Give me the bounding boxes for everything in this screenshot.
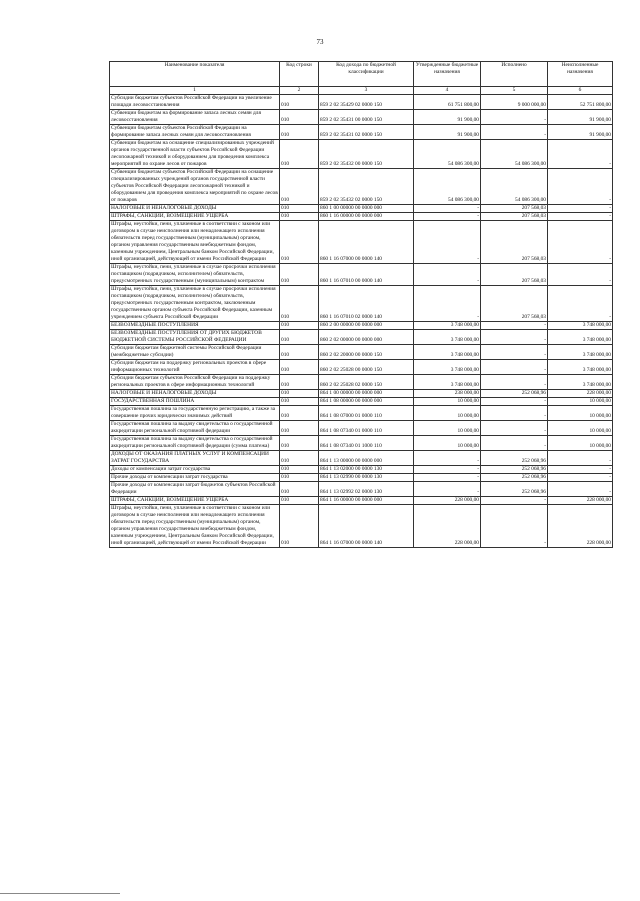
row-executed: - [481, 497, 548, 505]
header-approved: Утвержденные бюджетные назначения [414, 62, 481, 87]
row-budget-code: 864 1 13 02990 00 0000 130 [319, 474, 414, 482]
row-name: ДОХОДЫ ОТ ОКАЗАНИЯ ПЛАТНЫХ УСЛУГ И КОМПЕНСАЦИИ ЗАТРАТ ГОСУДАРСТВА [110, 451, 280, 466]
table-row [110, 95, 613, 110]
table-row [110, 390, 613, 398]
row-budget-code: 864 1 08 00000 00 0000 000 [319, 398, 414, 406]
row-budget-code: 860 2 02 25028 00 0000 150 [319, 360, 414, 375]
row-budget-code: 859 2 02 35431 02 0000 150 [319, 125, 414, 140]
table-row [110, 451, 613, 466]
row-budget-code: 864 1 16 07000 00 0000 140 [319, 505, 414, 548]
row-name: Штрафы, неустойки, пени, уплаченные в случае просрочки исполнения поставщиком (подрядчиком, исполнителем) обязательств, предусмотренных государственным (муниципальным) контрактом [110, 264, 280, 286]
row-name: ШТРАФЫ, САНКЦИИ, ВОЗМЕЩЕНИЕ УЩЕРБА [110, 213, 280, 221]
row-unexecuted: - [548, 264, 613, 286]
row-unexecuted: 3 748 000,00 [548, 360, 613, 375]
row-code: 010 [280, 322, 319, 330]
row-unexecuted: 10 000,00 [548, 421, 613, 436]
row-name: БЕЗВОЗМЕЗДНЫЕ ПОСТУПЛЕНИЯ ОТ ДРУГИХ БЮДЖЕТОВ БЮДЖЕТНОЙ СИСТЕМЫ РОССИЙСКОЙ ФЕДЕРАЦИИ [110, 330, 280, 345]
row-executed: 207 568,03 [481, 221, 548, 264]
column-index: 3 [319, 87, 414, 95]
row-budget-code: 859 2 02 35432 02 0000 150 [319, 169, 414, 205]
row-executed: 54 086 300,00 [481, 169, 548, 205]
row-code: 010 [280, 264, 319, 286]
row-approved: 54 086 300,00 [414, 169, 481, 205]
row-budget-code: 860 1 16 07010 02 0000 140 [319, 286, 414, 322]
row-budget-code: 859 2 02 35429 02 0000 150 [319, 95, 414, 110]
row-name: Субсидии бюджетам субъектов Российской Федерации на увеличение площади лесовосстановления [110, 95, 280, 110]
row-budget-code: 860 2 02 00000 00 0000 000 [319, 330, 414, 345]
table-row [110, 322, 613, 330]
income-report-table [109, 61, 613, 548]
row-code: 010 [280, 125, 319, 140]
table-row [110, 205, 613, 213]
row-name: Субвенции бюджетам субъектов Российской Федерации на формирование запаса лесных семян для лесовосстановления [110, 125, 280, 140]
row-approved: 10 000,00 [414, 398, 481, 406]
row-unexecuted: 52 751 800,00 [548, 95, 613, 110]
row-unexecuted: 228 000,00 [548, 505, 613, 548]
row-code: 010 [280, 286, 319, 322]
column-index: 1 [110, 87, 280, 95]
row-name: Субсидии бюджетам субъектов Российской Федерации на поддержку региональных проектов в сфере информационных технологий [110, 375, 280, 390]
row-budget-code: 864 1 13 02992 02 0000 130 [319, 482, 414, 497]
row-unexecuted: - [548, 221, 613, 264]
table-row [110, 221, 613, 264]
table-row [110, 264, 613, 286]
row-executed: 207 568,03 [481, 264, 548, 286]
row-unexecuted: 3 748 000,00 [548, 330, 613, 345]
table-row [110, 375, 613, 390]
row-budget-code: 860 2 02 25028 02 0000 150 [319, 375, 414, 390]
row-approved: 91 900,00 [414, 110, 481, 125]
row-code: 010 [280, 140, 319, 169]
page-number: 73 [316, 38, 324, 46]
row-executed: 207 568,03 [481, 286, 548, 322]
column-index-row [110, 87, 613, 95]
row-name: Штрафы, неустойки, пени, уплаченные в соответствии с законом или договором в случае неисполнения или ненадлежащего исполнения обязательств перед государственным (муниципальным) органом, органом управления государственным внебюджетным фондом, казенным учреждением, Центральным банком Российской Федерации, иной организацией, действующей от имени Российской Федерации [110, 505, 280, 548]
row-budget-code: 864 1 13 00000 00 0000 000 [319, 451, 414, 466]
row-name: Штрафы, неустойки, пени, уплаченные в случае просрочки исполнения поставщиком (подрядчиком, исполнителем) обязательств, предусмотренных государственным контрактом, заключенным государственным органом субъекта Российской Федерации, казенным учреждением субъекта Российской Федерации [110, 286, 280, 322]
row-code: 010 [280, 390, 319, 398]
table-row [110, 474, 613, 482]
row-budget-code: 860 2 00 00000 00 0000 000 [319, 322, 414, 330]
row-executed: - [481, 125, 548, 140]
row-code: 010 [280, 345, 319, 360]
row-unexecuted: - [548, 286, 613, 322]
row-budget-code: 864 1 16 00000 00 0000 000 [319, 497, 414, 505]
row-budget-code: 864 1 08 07000 01 0000 110 [319, 406, 414, 421]
row-budget-code: 859 2 02 35432 00 0000 150 [319, 140, 414, 169]
row-name: Субвенции бюджетам на формирование запаса лесных семян для лесовосстановления [110, 110, 280, 125]
row-code: 010 [280, 330, 319, 345]
row-budget-code: 864 1 00 00000 00 0000 000 [319, 390, 414, 398]
row-executed: - [481, 421, 548, 436]
row-unexecuted: 228 000,00 [548, 497, 613, 505]
row-name: ШТРАФЫ, САНКЦИИ, ВОЗМЕЩЕНИЕ УЩЕРБА [110, 497, 280, 505]
row-approved: - [414, 213, 481, 221]
table-row [110, 505, 613, 548]
row-executed: - [481, 330, 548, 345]
row-unexecuted: 10 000,00 [548, 436, 613, 451]
row-code: 010 [280, 360, 319, 375]
header-code: Код строки [280, 62, 319, 87]
row-unexecuted: - [548, 451, 613, 466]
row-code: 010 [280, 375, 319, 390]
row-code: 010 [280, 466, 319, 474]
table-row [110, 140, 613, 169]
row-executed: - [481, 398, 548, 406]
row-name: НАЛОГОВЫЕ И НЕНАЛОГОВЫЕ ДОХОДЫ [110, 390, 280, 398]
row-executed: - [481, 406, 548, 421]
row-approved: 3 748 000,00 [414, 345, 481, 360]
table-row [110, 169, 613, 205]
row-approved: - [414, 482, 481, 497]
row-executed: 252 068,96 [481, 466, 548, 474]
footer-divider [0, 893, 120, 894]
row-name: Государственная пошлина за выдачу свидетельства о государственной аккредитации региональной спортивной федерации [110, 421, 280, 436]
table-row [110, 330, 613, 345]
column-index: 4 [414, 87, 481, 95]
row-name: Субвенции бюджетам на оснащение специализированных учреждений органов государственной власти субъектов Российской Федерации лесопожарной техникой и оборудованием для проведения комплекса мероприятий по охране лесов от пожаров [110, 140, 280, 169]
row-executed: - [481, 345, 548, 360]
row-code: 010 [280, 497, 319, 505]
row-unexecuted: 10 000,00 [548, 398, 613, 406]
table-row [110, 436, 613, 451]
row-executed: - [481, 322, 548, 330]
row-unexecuted: 228 000,00 [548, 390, 613, 398]
row-approved: 3 748 000,00 [414, 322, 481, 330]
row-approved: 228 000,00 [414, 497, 481, 505]
row-approved: 10 000,00 [414, 436, 481, 451]
row-code: 010 [280, 451, 319, 466]
row-executed: - [481, 360, 548, 375]
row-executed: 9 000 000,00 [481, 95, 548, 110]
row-unexecuted: - [548, 140, 613, 169]
row-name: Штрафы, неустойки, пени, уплаченные в соответствии с законом или договором в случае неисполнения или ненадлежащего исполнения обязательств перед государственным (муниципальным) органом, органом управления государственным внебюджетным фондом, казенным учреждением, Центральным банком Российской Федерации, иной организацией, действующей от имени Российской Федерации [110, 221, 280, 264]
header-row [110, 62, 613, 87]
row-executed: 252 068,96 [481, 474, 548, 482]
row-name: БЕЗВОЗМЕЗДНЫЕ ПОСТУПЛЕНИЯ [110, 322, 280, 330]
row-approved: 61 751 800,00 [414, 95, 481, 110]
table-row [110, 406, 613, 421]
row-approved: - [414, 264, 481, 286]
row-name: Субвенции бюджетам субъектов Российской Федерации на оснащение специализированных учреждений органов государственной власти субъектов Российской Федерации лесопожарной техникой и оборудованием для проведения комплекса мероприятий по охране лесов от пожаров [111, 169, 278, 203]
row-name: Прочие доходы от компенсации затрат бюджетов субъектов Российской Федерации [110, 482, 280, 497]
row-approved: 10 000,00 [414, 406, 481, 421]
row-executed: 207 568,03 [481, 213, 548, 221]
row-unexecuted: - [548, 205, 613, 213]
table-row [110, 125, 613, 140]
row-executed: 252 068,96 [481, 390, 548, 398]
table-row [110, 286, 613, 322]
row-unexecuted: - [548, 213, 613, 221]
row-executed: 207 568,03 [481, 205, 548, 213]
table-row [110, 466, 613, 474]
row-approved: 3 748 000,00 [414, 330, 481, 345]
row-approved: 228 000,00 [414, 505, 481, 548]
row-executed: - [481, 110, 548, 125]
row-code: 010 [280, 505, 319, 548]
row-name: Прочие доходы от компенсации затрат государства [110, 474, 280, 482]
row-approved: 238 000,00 [414, 390, 481, 398]
header-executed: Исполнено [481, 62, 548, 87]
row-name: Государственная пошлина за государственную регистрацию, а также за совершение прочих юридически значимых действий [110, 406, 280, 421]
row-budget-code: 864 1 08 07340 01 0000 110 [319, 421, 414, 436]
row-budget-code: 860 1 16 07000 00 0000 140 [319, 221, 414, 264]
row-executed: 54 086 300,00 [481, 140, 548, 169]
row-unexecuted: 10 000,00 [548, 406, 613, 421]
table-row [110, 360, 613, 375]
row-budget-code: 860 1 16 00000 00 0000 000 [319, 213, 414, 221]
row-budget-code: 864 1 13 02000 00 0000 130 [319, 466, 414, 474]
row-unexecuted: - [548, 466, 613, 474]
row-name: Доходы от компенсации затрат государства [110, 466, 280, 474]
row-executed: - [481, 505, 548, 548]
row-code: 010 [280, 398, 319, 406]
table-row [110, 398, 613, 406]
table-row [110, 421, 613, 436]
row-approved: 3 748 000,00 [414, 360, 481, 375]
row-name: НАЛОГОВЫЕ И НЕНАЛОГОВЫЕ ДОХОДЫ [110, 205, 280, 213]
row-code: 010 [280, 482, 319, 497]
row-unexecuted: - [548, 482, 613, 497]
row-approved: 3 748 000,00 [414, 375, 481, 390]
row-budget-code: 860 1 16 07010 00 0000 140 [319, 264, 414, 286]
row-unexecuted: 91 900,00 [548, 125, 613, 140]
row-unexecuted: - [548, 474, 613, 482]
row-code: 010 [280, 169, 319, 205]
column-index: 2 [280, 87, 319, 95]
row-code: 010 [280, 205, 319, 213]
row-executed: - [481, 436, 548, 451]
row-name: Субсидии бюджетам на поддержку региональных проектов в сфере информационных технологий [110, 360, 280, 375]
row-budget-code: 860 1 00 00000 00 0000 000 [319, 205, 414, 213]
column-index: 5 [481, 87, 548, 95]
row-approved: - [414, 474, 481, 482]
column-index: 6 [548, 87, 613, 95]
table-row [110, 110, 613, 125]
row-unexecuted: 91 900,00 [548, 110, 613, 125]
row-code: 010 [280, 213, 319, 221]
table-row [110, 497, 613, 505]
row-unexecuted: 3 748 000,00 [548, 375, 613, 390]
row-executed: 252 068,96 [481, 482, 548, 497]
row-approved: - [414, 286, 481, 322]
row-code: 010 [280, 406, 319, 421]
row-executed: - [481, 375, 548, 390]
row-approved: - [414, 205, 481, 213]
row-code: 010 [280, 474, 319, 482]
row-approved: 10 000,00 [414, 421, 481, 436]
row-budget-code: 859 2 02 35431 00 0000 150 [319, 110, 414, 125]
row-code: 010 [280, 95, 319, 110]
row-name: Субсидии бюджетам бюджетной системы Российской Федерации (межбюджетные субсидии) [110, 345, 280, 360]
header-name: Наименование показателя [110, 62, 280, 87]
row-executed: 252 068,96 [481, 451, 548, 466]
row-unexecuted: 3 748 000,00 [548, 345, 613, 360]
row-budget-code: 864 1 08 07340 01 1000 110 [319, 436, 414, 451]
row-name: Государственная пошлина за выдачу свидетельства о государственной аккредитации региональной спортивной федерации (сумма платежа) [110, 436, 280, 451]
row-name: ГОСУДАРСТВЕННАЯ ПОШЛИНА [110, 398, 280, 406]
row-code: 010 [280, 436, 319, 451]
row-code: 010 [280, 421, 319, 436]
row-budget-code: 860 2 02 20000 00 0000 150 [319, 345, 414, 360]
table-row [110, 213, 613, 221]
header-budget-code: Код дохода по бюджетной классификации [319, 62, 414, 87]
table-row [110, 345, 613, 360]
row-code: 010 [280, 110, 319, 125]
row-approved: 91 900,00 [414, 125, 481, 140]
row-code: 010 [280, 221, 319, 264]
row-unexecuted: - [548, 169, 613, 205]
row-approved: 54 086 300,00 [414, 140, 481, 169]
row-approved: - [414, 221, 481, 264]
table-row [110, 482, 613, 497]
row-unexecuted: 3 748 000,00 [548, 322, 613, 330]
row-approved: - [414, 466, 481, 474]
header-unexecuted: Неисполненные назначения [548, 62, 613, 87]
row-approved: - [414, 451, 481, 466]
